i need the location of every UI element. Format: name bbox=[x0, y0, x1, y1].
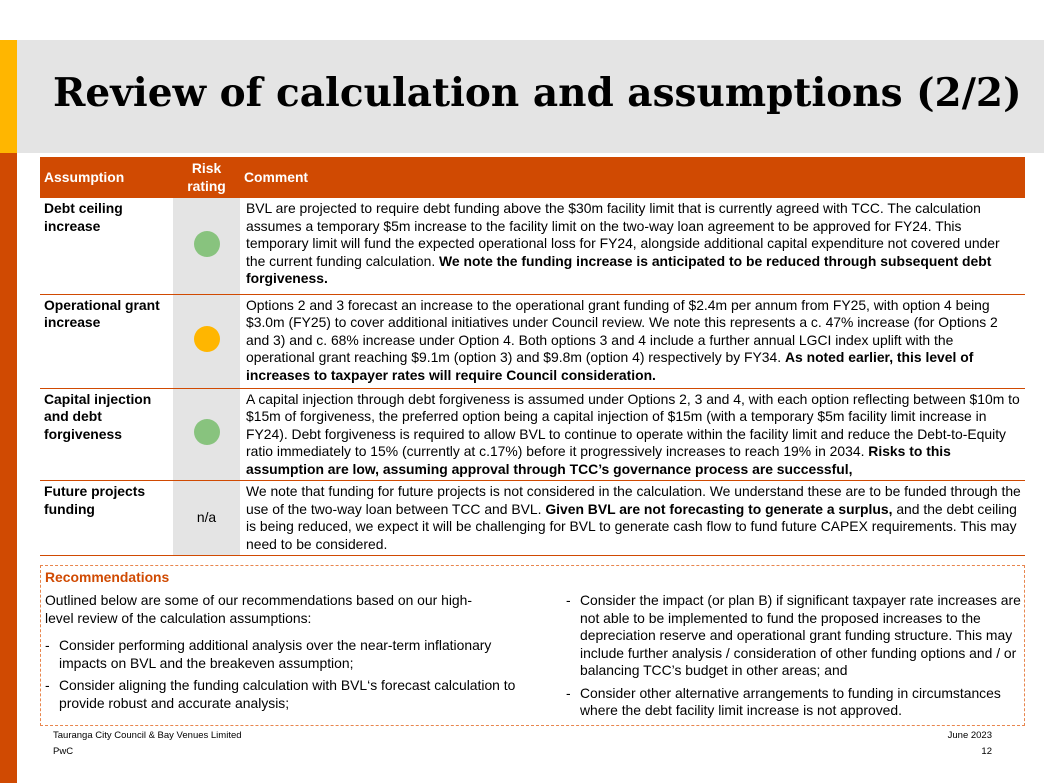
risk-cell bbox=[173, 388, 240, 481]
header-comment: Comment bbox=[240, 157, 1025, 198]
recommendations-intro: Outlined below are some of our recommendations based on our high-level review of the calculation assumptions: bbox=[45, 592, 472, 626]
comment-cell bbox=[240, 388, 1025, 481]
comment-text: BVL are projected to require debt funding above the $30m facility limit that is currently agreed with TCC. The calculation assumes a temporary $5m increase to the facility limit on the two-way loan agreement to be approved for FY24. This temporary limit will fund the expected operational loss for FY24, alongside additional capital expenditure not covered under the current funding calculation. bbox=[246, 200, 1000, 269]
risk-cell bbox=[173, 198, 240, 294]
footer-org: Tauranga City Council & Bay Venues Limited bbox=[53, 730, 242, 741]
assumptions-table bbox=[40, 157, 1025, 556]
assumption-cell: Capital injection and debt forgiveness bbox=[40, 388, 173, 481]
risk-cell bbox=[173, 481, 240, 556]
comment-text: A capital injection through debt forgiveness is assumed under Options 2, 3 and 4, with each option reflecting between $10m to $15m of forgiveness, the preferred option being a capital injection of $15m (with a temporary $5m facility limit increase in FY24). Debt forgiveness is required to allow BVL to continue to operate within the facility limit and reduce the Debt-to-Equity ratio immediately to 15% (currently at c.17%) before it progressively increases to reach 19% in 2034. bbox=[246, 390, 1020, 459]
table-row bbox=[40, 388, 1025, 481]
assumption-cell: Operational grant increase bbox=[40, 294, 173, 388]
comment-text: Options 2 and 3 forecast an increase to the operational grant funding of $2.4m per annum from FY25, with option 4 being $3.0m (FY25) to cover additional initiatives under Council review. We note this represents a c. 47% increase (for Options 2 and 3) and c. 68% increase under Option 4. Both options 3 and 4 include a further annual LGCI index uplift with the operational grant reaching $9.1m (option 3) and $9.8m (option 4) respectively by FY34. bbox=[246, 296, 998, 365]
recommendations-box bbox=[40, 565, 1025, 726]
footer-firm: PwC bbox=[53, 746, 74, 757]
risk-dot-amber bbox=[194, 326, 220, 352]
comment-cell bbox=[240, 481, 1025, 556]
accent-bar-orange bbox=[0, 153, 17, 783]
list-item: - Consider the impact (or plan B) if significant taxpayer rate increases are not able to be implemented to fund the proposed increases to the depreciation reserve and operational grant funding structure. This may include further analysis / consideration of other funding options and / or balancing TCC’s budget in other areas; and bbox=[566, 592, 1021, 680]
page-title: Review of calculation and assumptions (2/2) bbox=[53, 70, 1022, 116]
comment-bold: As noted earlier, this level of increases to taxpayer rates will require Council consideration. bbox=[246, 349, 974, 383]
risk-dot-green bbox=[194, 419, 220, 445]
risk-dot-green bbox=[194, 231, 220, 257]
list-item: - Consider aligning the funding calculation with BVL‘s forecast calculation to provide robust and accurate analysis; bbox=[45, 677, 525, 712]
accent-bar-yellow bbox=[0, 40, 17, 153]
risk-na-text: n/a bbox=[196, 509, 217, 526]
table-header-row bbox=[40, 157, 1025, 198]
table-row bbox=[40, 481, 1025, 556]
recommendations-list-right bbox=[566, 592, 1021, 725]
table-row bbox=[40, 294, 1025, 388]
footer-page-number: 12 bbox=[981, 746, 992, 757]
comment-text: We note that funding for future projects is not considered in the calculation. We understand these are to be funded through the use of the two-way loan between TCC and BVL. bbox=[246, 483, 1021, 517]
header-assumption: Assumption bbox=[40, 157, 173, 198]
footer-date: June 2023 bbox=[947, 730, 992, 741]
recommendations-list-left bbox=[45, 637, 525, 717]
comment-bold: We note the funding increase is anticipated to be reduced through subsequent debt forgiveness. bbox=[246, 252, 992, 286]
table-row bbox=[40, 198, 1025, 294]
list-item: - Consider other alternative arrangements to funding in circumstances where the debt facility limit increase is not approved. bbox=[566, 685, 1021, 720]
list-item: - Consider performing additional analysis over the near-term inflationary impacts on BVL and the breakeven assumption; bbox=[45, 637, 525, 672]
recommendations-title: Recommendations bbox=[45, 569, 170, 585]
comment-tail: and the debt ceiling is being reduced, we expect it will be challenging for BVL to generate cash flow to fund future CAPEX requirements. This may need to be considered. bbox=[246, 500, 1017, 552]
header-risk-rating: Risk rating bbox=[173, 157, 240, 198]
assumption-cell: Debt ceiling increase bbox=[40, 198, 173, 294]
comment-cell bbox=[240, 198, 1025, 294]
assumption-cell: Future projects funding bbox=[40, 481, 173, 556]
comment-bold: Risks to this assumption are low, assuming approval through TCC’s governance process are successful, bbox=[246, 443, 951, 477]
comment-bold: Given BVL are not forecasting to generate a surplus, bbox=[545, 500, 893, 517]
risk-cell bbox=[173, 294, 240, 388]
comment-cell bbox=[240, 294, 1025, 388]
